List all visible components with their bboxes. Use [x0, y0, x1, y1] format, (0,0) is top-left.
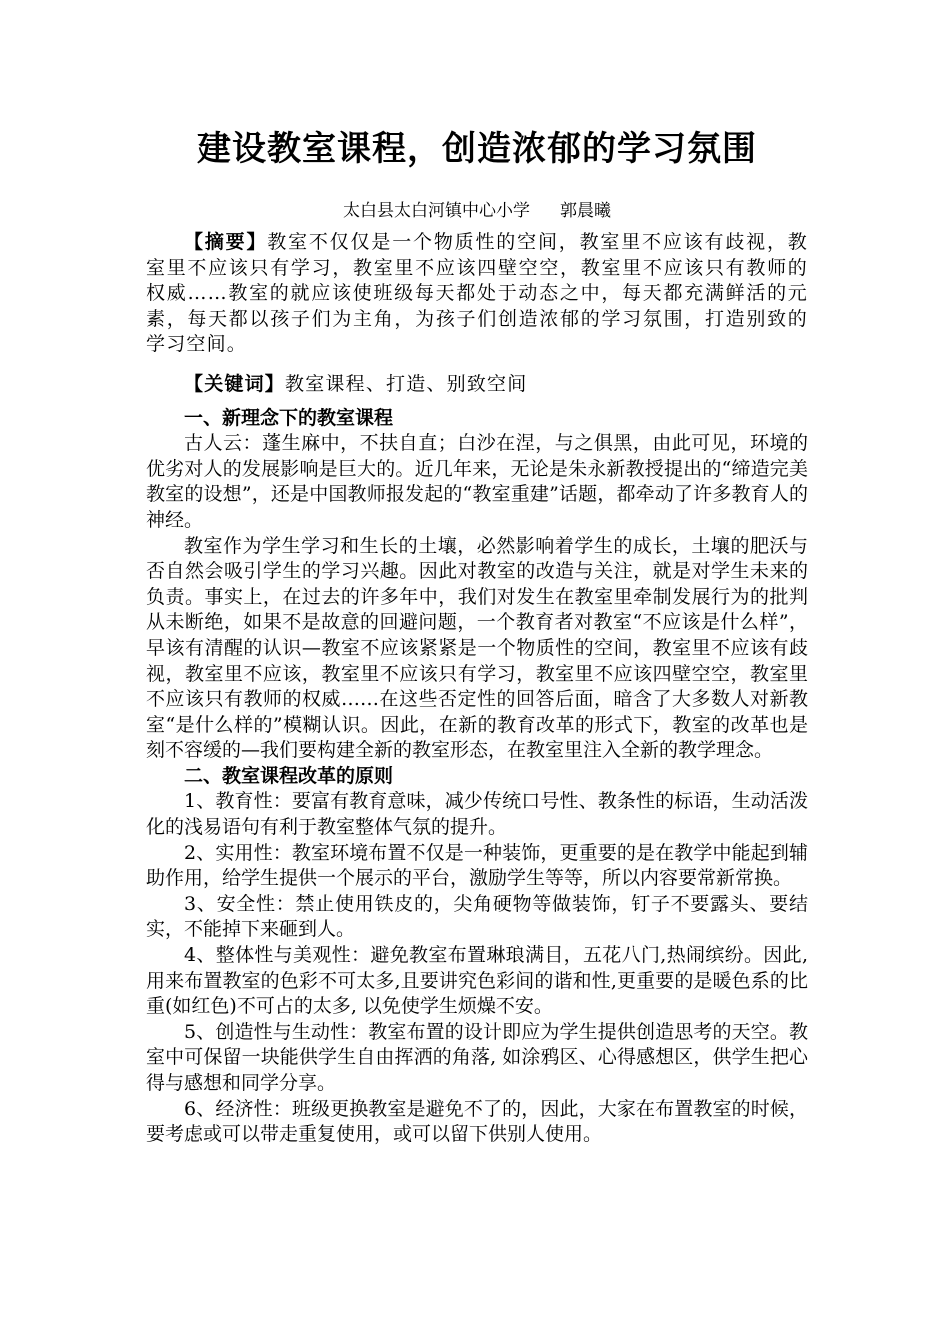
- abstract: [146, 230, 808, 358]
- abstract-paragraph: [146, 230, 808, 358]
- abstract-label: 【摘要】: [184, 231, 268, 253]
- abstract-text: 教室不仅仅是一个物质性的空间，教室里不应该有歧视，教室里不应该只有学习，教室里不应该四壁空空，教室里不应该只有教师的权威……教室的就应该使班级每天都处于动态之中，每天都充满鲜活的元素，每天都以孩子们为主角，为孩子们创造浓郁的学习氛围，打造别致的学习空间。: [146, 231, 808, 356]
- section-heading-2: 二、教室课程改革的原则: [184, 764, 394, 787]
- keywords-paragraph: [146, 372, 808, 398]
- body-paragraph: 教室作为学生学习和生长的土壤，必然影响着学生的成长，土壤的肥沃与否自然会吸引学生的学习兴趣。因此对教室的改造与关注，就是对学生未来的负责。事实上，在过去的许多年中，我们对发生在教室里牵制发展行为的批判从未断绝，如果不是故意的回避问题，一个教育者对教室“不应该是什么样”，早该有清醒的认识—教室不应该紧紧是一个物质性的空间，教室里不应该有歧视，教室里不应该，教室里不应该只有学习，教室里不应该四壁空空，教室里不应该只有教师的权威……在这些否定性的回答后面，暗含了大多数人对新教室“是什么样的”模糊认识。因此，在新的教育改革的形式下，教室的改革也是刻不容缓的—我们要构建全新的教室形态，在教室里注入全新的教学理念。: [146, 534, 808, 762]
- document-page: [146, 118, 808, 1148]
- keywords-label: 【关键词】: [184, 372, 286, 395]
- author-name: 郭晨曦: [560, 201, 611, 221]
- author-line: [146, 198, 808, 224]
- principle-item: 3、安全性：禁止使用铁皮的，尖角硬物等做装饰，钉子不要露头、要结实，不能掉下来砸到人。: [146, 892, 808, 941]
- author-school: 太白县太白河镇中心小学: [343, 201, 530, 221]
- principle-item: 4、整体性与美观性：避免教室布置琳琅满目，五花八门,热闹缤纷。因此,用来布置教室的色彩不可太多,且要讲究色彩间的谐和性,更重要的是暖色系的比重(如红色)不可占的太多, 以免使学生烦燥不安。: [146, 944, 808, 1018]
- principle-item: 6、经济性：班级更换教室是避免不了的，因此，大家在布置教室的时候，要考虑或可以带走重复使用，或可以留下供别人使用。: [146, 1097, 808, 1146]
- principle-item: 1、教育性：要富有教育意味，减少传统口号性、教条性的标语，生动活泼化的浅易语句有利于教室整体气氛的提升。: [146, 790, 808, 839]
- body-paragraph: 古人云：蓬生麻中，不扶自直；白沙在涅，与之俱黑，由此可见，环境的优劣对人的发展影响是巨大的。近几年来，无论是朱永新教授提出的“缔造完美教室的设想”，还是中国教师报发起的“教室重建”话题，都牵动了许多教育人的神经。: [146, 432, 808, 531]
- keywords: [146, 372, 808, 398]
- keywords-text: 教室课程、打造、别致空间: [285, 372, 528, 395]
- section-heading-1: 一、新理念下的教室课程: [184, 406, 394, 429]
- document-title: 建设教室课程，创造浓郁的学习氛围: [197, 129, 757, 169]
- principle-item: 2、实用性：教室环境布置不仅是一种装饰，更重要的是在教学中能起到辅助作用，给学生提供一个展示的平台，激励学生等等，所以内容要常新常换。: [146, 841, 808, 890]
- principle-item: 5、创造性与生动性：教室布置的设计即应为学生提供创造思考的天空。教室中可保留一块能供学生自由挥洒的角落, 如涂鸦区、心得感想区，供学生把心得与感想和同学分享。: [146, 1020, 808, 1094]
